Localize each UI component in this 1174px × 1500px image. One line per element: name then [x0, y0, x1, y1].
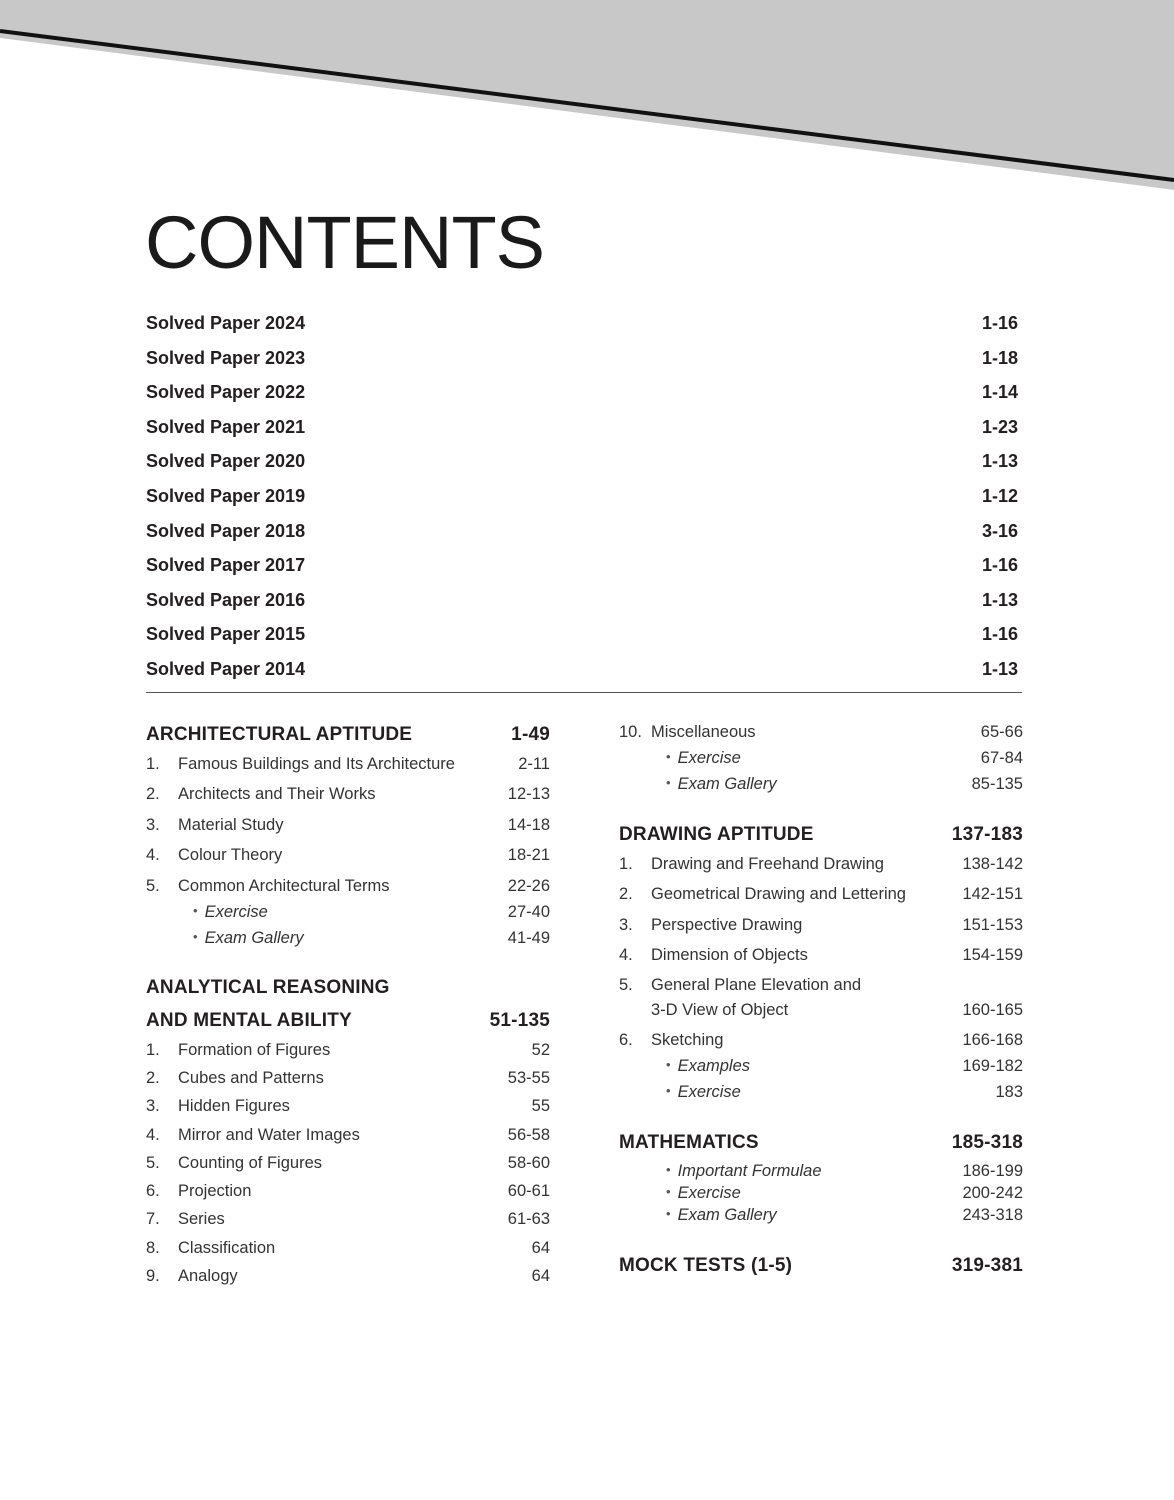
item-pages: 22-26 — [507, 877, 550, 895]
list-item[interactable] — [619, 916, 1023, 935]
sub-item[interactable] — [146, 929, 550, 948]
item-label: Solved Paper 2015 — [146, 624, 306, 645]
list-item[interactable] — [146, 617, 1022, 652]
item-pages: 1-12 — [981, 485, 1018, 506]
list-item[interactable] — [146, 1210, 550, 1229]
list-item[interactable] — [146, 479, 1022, 514]
item-label: Solved Paper 2021 — [146, 416, 306, 437]
item-number: 3. — [146, 1097, 160, 1115]
item-pages: 55 — [531, 1097, 550, 1115]
list-item[interactable] — [146, 785, 550, 804]
sub-item-label: • Exercise — [619, 1083, 995, 1102]
item-pages: 169-182 — [962, 1057, 1023, 1075]
item-number: 5. — [146, 1154, 160, 1172]
heading-label: ARCHITECTURAL APTITUDE — [146, 724, 413, 745]
item-pages: 58-60 — [507, 1154, 550, 1172]
item-number: 2. — [146, 1069, 160, 1087]
list-item[interactable] — [146, 1069, 550, 1088]
list-item[interactable] — [146, 1267, 550, 1286]
item-pages: 1-16 — [981, 555, 1018, 576]
list-item[interactable] — [146, 755, 550, 774]
list-item[interactable] — [146, 410, 1022, 445]
item-label: Solved Paper 2016 — [146, 589, 306, 610]
item-label: Hidden Figures — [178, 1097, 290, 1115]
list-item[interactable] — [146, 341, 1022, 376]
item-pages: 27-40 — [507, 903, 550, 921]
item-label: Analogy — [178, 1267, 238, 1285]
header-banner — [0, 0, 1174, 200]
list-item[interactable] — [146, 514, 1022, 549]
item-label: Famous Buildings and Its Architecture — [178, 755, 455, 773]
item-label: Drawing and Freehand Drawing — [651, 855, 884, 873]
list-item[interactable] — [146, 1097, 550, 1116]
heading-pages: 137-183 — [951, 824, 1023, 845]
page-title: CONTENTS — [145, 201, 544, 284]
item-pages: 53-55 — [507, 1069, 550, 1087]
item-pages: 1-23 — [981, 416, 1018, 437]
item-pages: 67-84 — [980, 749, 1023, 767]
item-pages: 166-168 — [962, 1031, 1023, 1049]
item-pages: 41-49 — [507, 929, 550, 947]
item-pages: 85-135 — [971, 775, 1023, 793]
item-number: 2. — [146, 785, 160, 803]
item-pages: 14-18 — [507, 816, 550, 834]
item-label: Dimension of Objects — [651, 946, 808, 964]
heading-label: ANALYTICAL REASONING — [146, 977, 390, 998]
item-pages: 154-159 — [962, 946, 1023, 964]
list-item-continuation[interactable] — [619, 1001, 1023, 1020]
sub-item-label: • Exercise — [619, 749, 981, 768]
item-pages: 65-66 — [980, 723, 1023, 741]
item-label: Common Architectural Terms — [178, 877, 390, 895]
item-number: 10. — [619, 723, 642, 741]
item-pages: 18-21 — [507, 846, 550, 864]
sub-item-label: • Exam Gallery — [619, 1206, 962, 1225]
item-pages: 1-14 — [981, 382, 1018, 403]
list-item[interactable] — [146, 444, 1022, 479]
sub-item[interactable] — [619, 1206, 1023, 1225]
heading-label: MATHEMATICS — [619, 1132, 759, 1153]
heading-label: MOCK TESTS (1-5) — [619, 1255, 793, 1276]
item-pages: 160-165 — [962, 1001, 1023, 1019]
sub-item-label: • Exam Gallery — [146, 929, 508, 948]
sub-item[interactable] — [619, 1057, 1023, 1076]
section-heading-analytical-line1[interactable] — [146, 977, 550, 999]
list-item[interactable] — [619, 885, 1023, 904]
item-label: Series — [178, 1210, 225, 1228]
item-label: Classification — [178, 1239, 276, 1257]
sub-item[interactable] — [146, 903, 550, 922]
list-item[interactable] — [146, 846, 550, 865]
heading-pages: 319-381 — [951, 1255, 1023, 1276]
divider — [146, 692, 1022, 693]
item-label: Formation of Figures — [178, 1041, 331, 1059]
list-item[interactable] — [619, 1031, 1023, 1050]
item-number: 1. — [146, 1041, 160, 1059]
item-label: Mirror and Water Images — [178, 1126, 360, 1144]
item-pages: 52 — [531, 1041, 550, 1059]
list-item[interactable] — [146, 1239, 550, 1258]
item-label: Solved Paper 2014 — [146, 658, 306, 679]
item-pages: 186-199 — [962, 1162, 1023, 1180]
list-item[interactable] — [146, 1154, 550, 1173]
list-item[interactable] — [146, 1182, 550, 1201]
list-item[interactable] — [146, 583, 1022, 618]
item-pages: 1-13 — [981, 589, 1018, 610]
section-heading-drawing[interactable] — [619, 824, 1023, 846]
sub-item-label: • Exam Gallery — [619, 775, 972, 794]
list-item[interactable] — [619, 946, 1023, 965]
heading-label: DRAWING APTITUDE — [619, 824, 814, 845]
item-pages: 151-153 — [962, 916, 1023, 934]
item-label: Perspective Drawing — [651, 916, 803, 934]
heading-pages: 51-135 — [489, 1010, 550, 1031]
item-label: Projection — [178, 1182, 252, 1200]
sub-item-label: • Important Formulae — [619, 1162, 962, 1181]
item-label: Solved Paper 2018 — [146, 520, 306, 541]
heading-pages: 185-318 — [951, 1132, 1023, 1153]
sub-item[interactable] — [619, 1162, 1023, 1181]
sub-item-label: • Exercise — [619, 1184, 962, 1203]
list-item[interactable] — [619, 855, 1023, 874]
list-item[interactable] — [619, 976, 1023, 995]
item-number: 4. — [146, 1126, 160, 1144]
heading-pages: 1-49 — [511, 724, 550, 745]
item-label: Solved Paper 2024 — [146, 313, 306, 333]
section-heading-architectural[interactable] — [146, 724, 550, 746]
item-number: 3. — [146, 816, 160, 834]
item-pages: 183 — [995, 1083, 1023, 1101]
item-label: Colour Theory — [178, 846, 283, 864]
item-pages: 2-11 — [518, 755, 550, 773]
item-pages: 243-318 — [962, 1206, 1023, 1224]
list-item[interactable] — [619, 723, 1023, 742]
item-label: Solved Paper 2023 — [146, 347, 306, 368]
item-pages: 1-16 — [981, 313, 1018, 333]
item-label: 3-D View of Object — [651, 1001, 789, 1019]
item-number: 7. — [146, 1210, 160, 1228]
section-heading-mock-tests[interactable] — [619, 1255, 1023, 1277]
item-pages: 1-13 — [981, 451, 1018, 472]
sub-item-label: • Exercise — [146, 903, 508, 922]
list-item[interactable] — [146, 816, 550, 835]
section-heading-mathematics[interactable] — [619, 1132, 1023, 1154]
item-pages: 64 — [531, 1239, 550, 1257]
item-number: 1. — [619, 855, 633, 873]
list-item[interactable] — [146, 1041, 550, 1060]
sub-item[interactable] — [619, 1184, 1023, 1203]
item-pages: 3-16 — [981, 520, 1018, 541]
sub-item-label: • Examples — [619, 1057, 962, 1076]
item-pages: 64 — [531, 1267, 550, 1285]
item-label: Solved Paper 2022 — [146, 382, 306, 403]
item-label: Architects and Their Works — [178, 785, 376, 803]
list-item[interactable] — [146, 652, 1022, 687]
item-label: Solved Paper 2019 — [146, 485, 306, 506]
item-label: Counting of Figures — [178, 1154, 322, 1172]
item-label: Geometrical Drawing and Lettering — [651, 885, 906, 903]
solved-papers-list — [146, 306, 1022, 687]
item-pages: 1-13 — [981, 658, 1018, 679]
item-label: Miscellaneous — [651, 723, 756, 741]
item-number: 5. — [619, 976, 633, 994]
item-pages: 12-13 — [507, 785, 550, 803]
item-number: 5. — [146, 877, 160, 895]
item-label: General Plane Elevation and — [651, 976, 862, 994]
item-pages: 1-18 — [981, 347, 1018, 368]
list-item[interactable] — [146, 375, 1022, 410]
item-number: 6. — [146, 1182, 160, 1200]
item-pages: 142-151 — [962, 885, 1023, 903]
item-pages: 56-58 — [507, 1126, 550, 1144]
item-number: 6. — [619, 1031, 633, 1049]
item-number: 3. — [619, 916, 633, 934]
item-pages: 61-63 — [507, 1210, 550, 1228]
item-label: Cubes and Patterns — [178, 1069, 324, 1087]
item-number: 9. — [146, 1267, 160, 1285]
item-number: 8. — [146, 1239, 160, 1257]
item-label: Material Study — [178, 816, 284, 834]
list-item[interactable] — [146, 877, 550, 896]
item-label: Solved Paper 2020 — [146, 451, 306, 472]
item-number: 4. — [619, 946, 633, 964]
item-pages: 200-242 — [962, 1184, 1023, 1202]
list-item[interactable] — [146, 1126, 550, 1145]
item-number: 4. — [146, 846, 160, 864]
item-label: Sketching — [651, 1031, 724, 1049]
item-label: Solved Paper 2017 — [146, 555, 306, 576]
item-pages: 138-142 — [962, 855, 1023, 873]
sub-item[interactable] — [619, 1083, 1023, 1102]
item-pages: 1-16 — [981, 624, 1018, 645]
sub-item[interactable] — [619, 749, 1023, 768]
item-pages: 60-61 — [507, 1182, 550, 1200]
item-number: 2. — [619, 885, 633, 903]
list-item[interactable] — [146, 548, 1022, 583]
item-number: 1. — [146, 755, 160, 773]
section-heading-analytical[interactable] — [146, 1010, 550, 1032]
heading-label: AND MENTAL ABILITY — [146, 1010, 352, 1031]
list-item[interactable] — [146, 306, 1022, 341]
sub-item[interactable] — [619, 775, 1023, 794]
